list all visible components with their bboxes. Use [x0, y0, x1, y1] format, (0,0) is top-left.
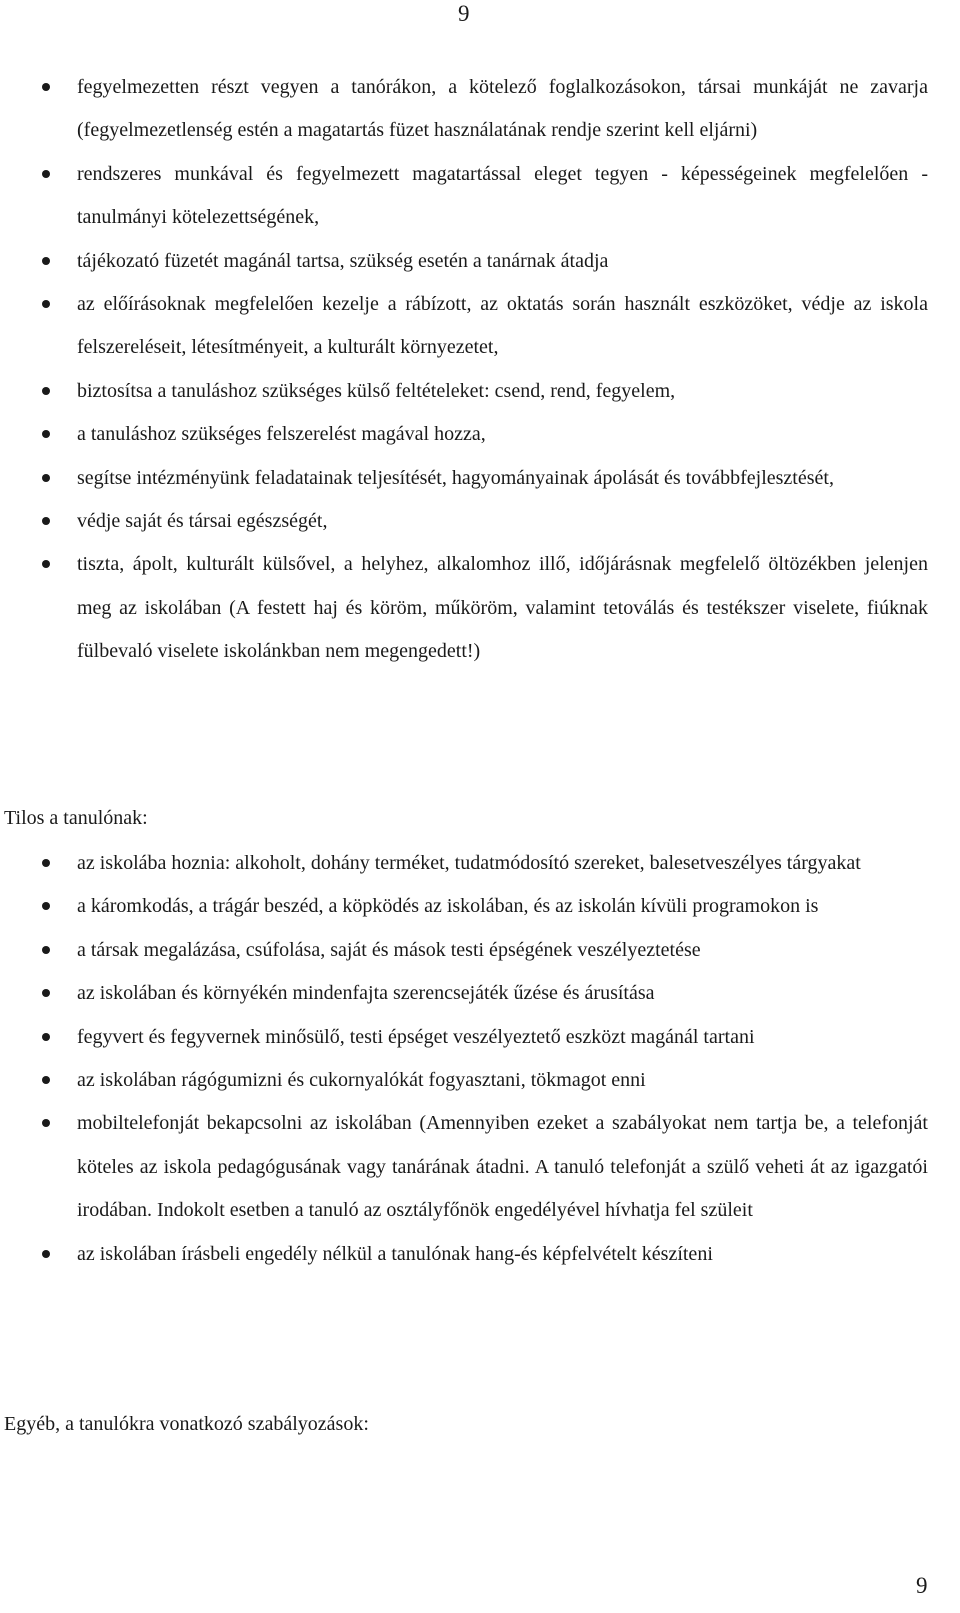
bullet-icon	[42, 859, 50, 867]
list-item	[77, 929, 928, 972]
list-item-text: segítse intézményünk feladatainak teljesítését, hagyományainak ápolását és továbbfejlesztését,	[77, 466, 834, 489]
list-item	[77, 1102, 928, 1232]
list-item	[77, 66, 928, 153]
list-item-text: az iskolában rágógumizni és cukornyalókát fogyasztani, tökmagot enni	[77, 1069, 646, 1092]
list-item	[77, 500, 928, 543]
list-item-text: biztosítsa a tanuláshoz szükséges külső feltételeket: csend, rend, fegyelem,	[77, 379, 676, 402]
bullet-icon	[42, 300, 50, 308]
list-item-text: védje saját és társai egészségét,	[77, 510, 328, 533]
list-item	[77, 413, 928, 456]
page-number-bottom: 9	[916, 1573, 928, 1598]
bullet-icon	[42, 517, 50, 525]
bullet-icon	[42, 1033, 50, 1041]
list-item	[77, 457, 928, 500]
list-item-text: az iskolába hoznia: alkoholt, dohány terméket, tudatmódosító szereket, balesetveszélyes tárgyakat	[77, 852, 861, 874]
list-item-text: az iskolában írásbeli engedély nélkül a tanulónak hang-és képfelvételt készíteni	[77, 1242, 713, 1265]
list-item	[77, 842, 928, 885]
list-item-text: az előírásoknak megfelelően kezelje a rábízott, az oktatás során használt eszközöket, védje az iskola felszereléseit, létesítményeit, a kulturált környezetet,	[77, 293, 928, 359]
list-item-text: rendszeres munkával és fegyelmezett magatartással eleget tegyen - képességeinek megfelelően - tanulmányi kötelezettségének,	[77, 162, 928, 229]
list-item-text: a tanuláshoz szükséges felszerelést magával hozza,	[77, 423, 486, 446]
bullet-icon	[42, 902, 50, 910]
bullet-icon	[42, 83, 50, 91]
list-item-text: fegyelmezetten részt vegyen a tanórákon, a kötelező foglalkozásokon, társai munkáját ne zavarja (fegyelmezetlenség estén a magatartás füzet használatának rendje szerint kell eljárni)	[77, 76, 928, 142]
list-item-text: tiszta, ápolt, kulturált külsővel, a helyhez, alkalomhoz illő, időjárásnak megfelelő öltözékben jelenjen meg az iskolában (A festett haj és köröm, műköröm, valamint tetoválás és testékszer viselete, fiúknak fülbevaló viselete iskolánkban nem megengedett!)	[77, 553, 928, 663]
bullet-icon	[42, 1076, 50, 1084]
list-item	[77, 972, 928, 1015]
bullet-icon	[42, 170, 50, 178]
list-item	[77, 370, 928, 413]
list-item	[77, 1059, 928, 1102]
bullet-icon	[42, 989, 50, 997]
list-item	[77, 543, 928, 673]
bullet-icon	[42, 430, 50, 438]
prohibitions-heading: Tilos a tanulónak:	[4, 807, 148, 829]
prohibitions-list	[0, 842, 960, 1276]
bullet-icon	[42, 474, 50, 482]
list-item-text: a káromkodás, a trágár beszéd, a köpködés az iskolában, és az iskolán kívüli programokon is	[77, 895, 819, 918]
list-item	[77, 1233, 928, 1276]
list-item	[77, 283, 928, 370]
list-item-text: az iskolában és környékén mindenfajta szerencsejáték űzése és árusítása	[77, 982, 655, 1005]
bullet-icon	[42, 1119, 50, 1127]
bullet-icon	[42, 560, 50, 568]
other-rules-heading: Egyéb, a tanulókra vonatkozó szabályozások:	[4, 1413, 369, 1435]
list-item	[77, 240, 928, 283]
list-item	[77, 885, 928, 928]
list-item-text: fegyvert és fegyvernek minősülő, testi épséget veszélyeztető eszközt magánál tartani	[77, 1025, 755, 1048]
bullet-icon	[42, 1250, 50, 1258]
list-item-text: a társak megalázása, csúfolása, saját és mások testi épségének veszélyeztetése	[77, 938, 701, 961]
bullet-icon	[42, 257, 50, 265]
list-item	[77, 1016, 928, 1059]
page-number-top: 9	[458, 1, 470, 26]
list-item-text: mobiltelefonját bekapcsolni az iskolában (Amennyiben ezeket a szabályokat nem tartja be, a telefonját köteles az iskola pedagógusának vagy tanárának átadni. A tanuló telefonját a szülő veheti át az igazgatói irodában. Indokolt esetben a tanuló az osztályfőnök engedélyével hívhatja fel szüleit	[77, 1112, 928, 1222]
bullet-icon	[42, 946, 50, 954]
bullet-icon	[42, 387, 50, 395]
list-item	[77, 153, 928, 240]
obligations-list	[0, 66, 960, 674]
list-item-text: tájékozató füzetét magánál tartsa, szükség esetén a tanárnak átadja	[77, 249, 609, 272]
